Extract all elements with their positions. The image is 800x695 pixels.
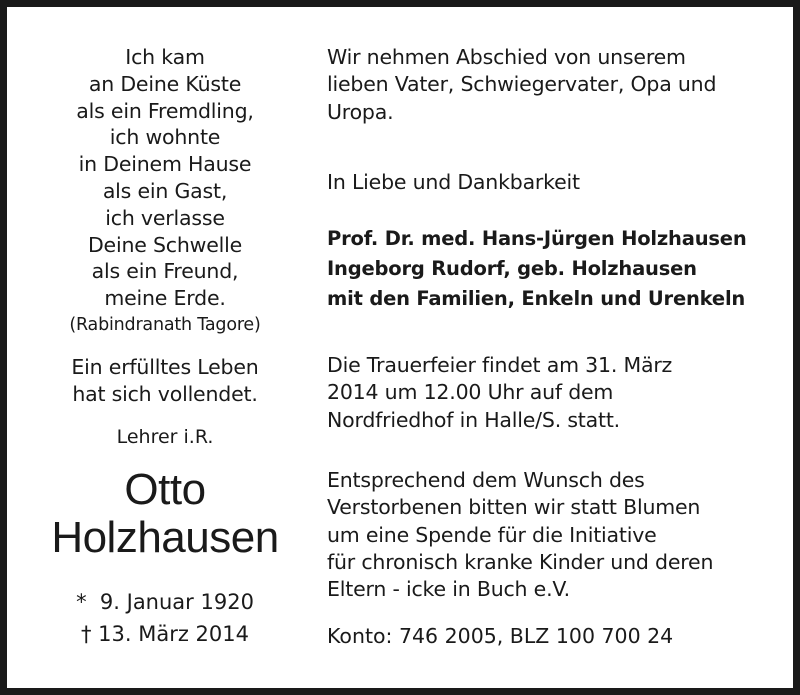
donation-request <box>327 467 713 603</box>
death-date: † 13. März 2014 <box>80 622 249 646</box>
poem-line: in Deinem Hause <box>78 152 252 177</box>
bank-account: Konto: 746 2005, BLZ 100 700 24 <box>327 624 674 648</box>
family-line: mit den Familien, Enkeln und Urenkeln <box>327 287 746 310</box>
text-line: Eltern - icke in Buch e.V. <box>327 577 570 602</box>
family-line: Ingeborg Rudorf, geb. Holzhausen <box>327 257 697 280</box>
text-line: lieben Vater, Schwiegervater, Opa und <box>327 72 717 97</box>
life-dates <box>20 586 310 650</box>
poem-line: als ein Freund, <box>91 259 239 284</box>
deceased-name <box>20 466 310 562</box>
text-line: Wir nehmen Abschied von unserem <box>327 45 686 69</box>
text-line: Uropa. <box>327 99 394 124</box>
text-line: um eine Spende für die Initiative <box>327 522 657 547</box>
poem-line: Ich kam <box>125 45 205 69</box>
poem-line: ich wohnte <box>109 125 221 150</box>
text-line: Verstorbenen bitten wir statt Blumen <box>327 495 701 520</box>
profession: Lehrer i.R. <box>116 426 214 448</box>
text-line: In Liebe und Dankbarkeit <box>327 170 580 194</box>
poem-line: meine Erde. <box>104 286 226 311</box>
life-line: Ein erfülltes Leben <box>71 355 259 379</box>
text-line: Entsprechend dem Wunsch des <box>327 468 645 492</box>
poem-line: als ein Fremdling, <box>76 98 254 123</box>
gratitude-text <box>327 169 580 196</box>
farewell-text <box>327 44 716 126</box>
text-line: Die Trauerfeier findet am 31. März <box>327 353 673 377</box>
life-statement <box>20 354 310 408</box>
birth-date: * 9. Januar 1920 <box>76 590 254 614</box>
poem-line: Deine Schwelle <box>87 232 243 257</box>
life-line: hat sich vollendet. <box>72 381 258 406</box>
family-line: Prof. Dr. med. Hans-Jürgen Holzhausen <box>327 227 747 250</box>
funeral-notice <box>327 352 672 434</box>
text-line: Nordfriedhof in Halle/S. statt. <box>327 407 621 432</box>
text-line: 2014 um 12.00 Uhr auf dem <box>327 380 614 405</box>
poem-attribution: (Rabindranath Tagore) <box>69 314 261 335</box>
last-name: Holzhausen <box>51 513 279 562</box>
family-signatures <box>327 224 747 314</box>
text-line: für chronisch kranke Kinder und deren <box>327 549 714 574</box>
poem-line: an Deine Küste <box>88 71 242 96</box>
poem-line: ich verlasse <box>105 205 225 230</box>
poem <box>20 44 310 338</box>
first-name: Otto <box>124 465 206 514</box>
poem-line: als ein Gast, <box>102 178 228 203</box>
